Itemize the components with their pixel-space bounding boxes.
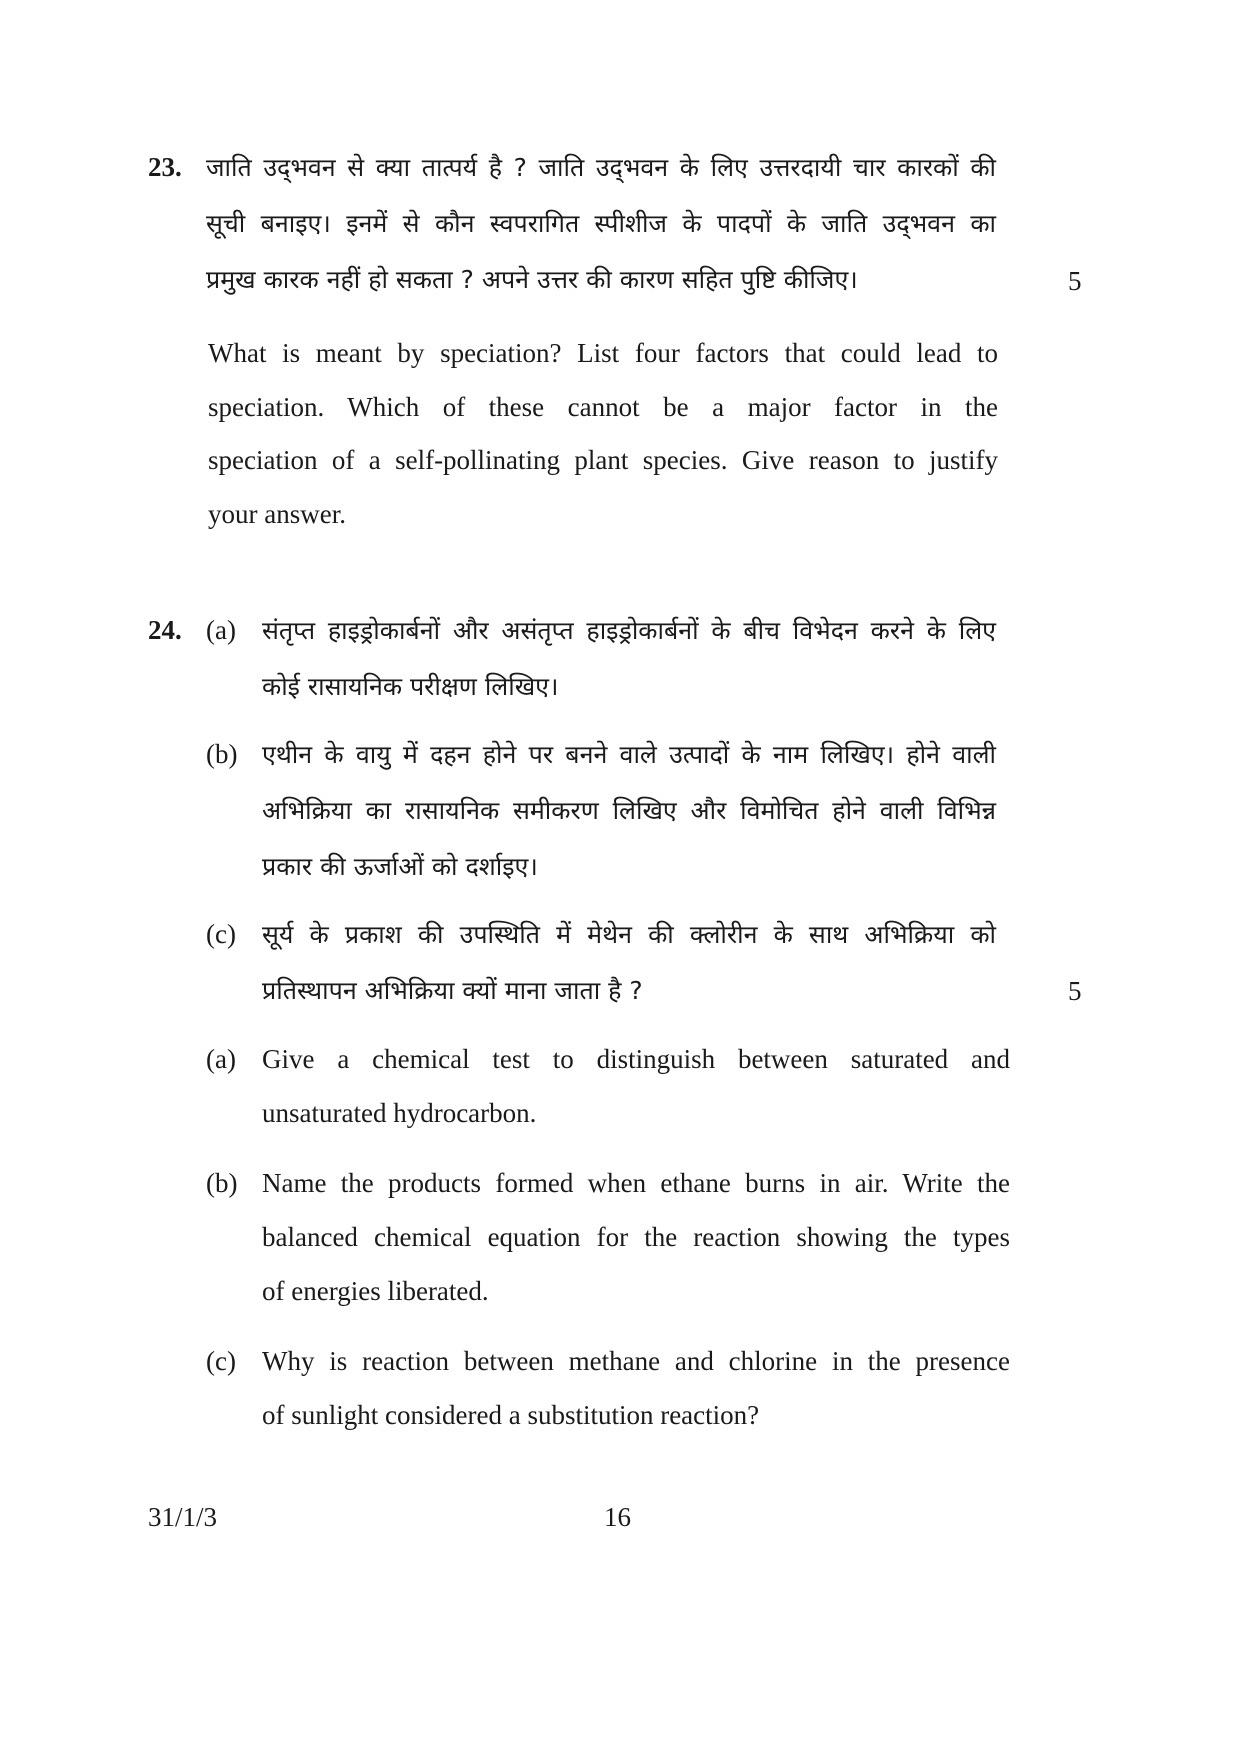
q23-hindi-line-1: जाति उद्‌भवन से क्या तात्पर्य है ? जाति उद्‌भवन के लिए उत्तरदायी चार कारकों की [206,153,996,182]
q24-hindi-b-line-1: एथीन के वायु में दहन होने पर बनने वाले उत्पादों के नाम लिखिए। होने वाली [262,740,996,769]
q24-english-b-line-2: balanced chemical equation for the reaction showing the types [262,1222,1010,1252]
question-23-number: 23. [148,152,182,182]
page-number: 16 [604,1502,631,1532]
q24-english-b-label: (b) [206,1168,238,1198]
q24-english-c-label: (c) [206,1346,236,1376]
q24-hindi-c-label: (c) [206,919,236,949]
q24-hindi-c-line-1: सूर्य के प्रकाश की उपस्थिति में मेथेन की क्लोरीन के साथ अभिक्रिया को [262,920,996,949]
q23-hindi-line-3: प्रमुख कारक नहीं हो सकता ? अपने उत्तर की कारण सहित पुष्टि कीजिए। [206,265,858,294]
q24-english-a-label: (a) [206,1044,236,1074]
q23-english-line-4: your answer. [208,499,346,529]
question-24-number: 24. [148,615,182,645]
q23-english-line-3: speciation of a self-pollinating plant species. Give reason to justify [208,445,998,475]
q24-hindi-b-label: (b) [206,739,238,769]
q23-english-line-2: speciation. Which of these cannot be a major factor in the [208,392,998,422]
q24-hindi-b-line-2: अभिक्रिया का रासायनिक समीकरण लिखिए और विमोचित होने वाली विभिन्न [262,796,996,825]
q24-english-a-line-1: Give a chemical test to distinguish between saturated and [262,1044,1010,1074]
q24-english-c-line-1: Why is reaction between methane and chlorine in the presence [262,1346,1010,1376]
q24-hindi-c-line-2: प्रतिस्थापन अभिक्रिया क्यों माना जाता है ? [262,976,643,1005]
q24-marks: 5 [1068,976,1082,1006]
q24-english-c-line-2: of sunlight considered a substitution reaction? [262,1400,760,1430]
q24-english-b-line-3: of energies liberated. [262,1276,489,1306]
q24-english-b-line-1: Name the products formed when ethane burns in air. Write the [262,1168,1010,1198]
q23-hindi-line-2: सूची बनाइए। इनमें से कौन स्वपरागित स्पीशीज के पादपों के जाति उद्‌भवन का [206,209,996,238]
q24-hindi-a-line-1: संतृप्त हाइड्रोकार्बनों और असंतृप्त हाइड्रोकार्बनों के बीच विभेदन करने के लिए [262,616,996,645]
paper-code: 31/1/3 [148,1502,218,1532]
q24-hindi-b-line-3: प्रकार की ऊर्जाओं को दर्शाइए। [262,852,538,881]
q23-english-line-1: What is meant by speciation? List four factors that could lead to [208,338,998,368]
q24-hindi-a-label: (a) [206,615,236,645]
q24-hindi-a-line-2: कोई रासायनिक परीक्षण लिखिए। [262,672,559,701]
q24-english-a-line-2: unsaturated hydrocarbon. [262,1098,537,1128]
q23-marks: 5 [1068,266,1082,296]
